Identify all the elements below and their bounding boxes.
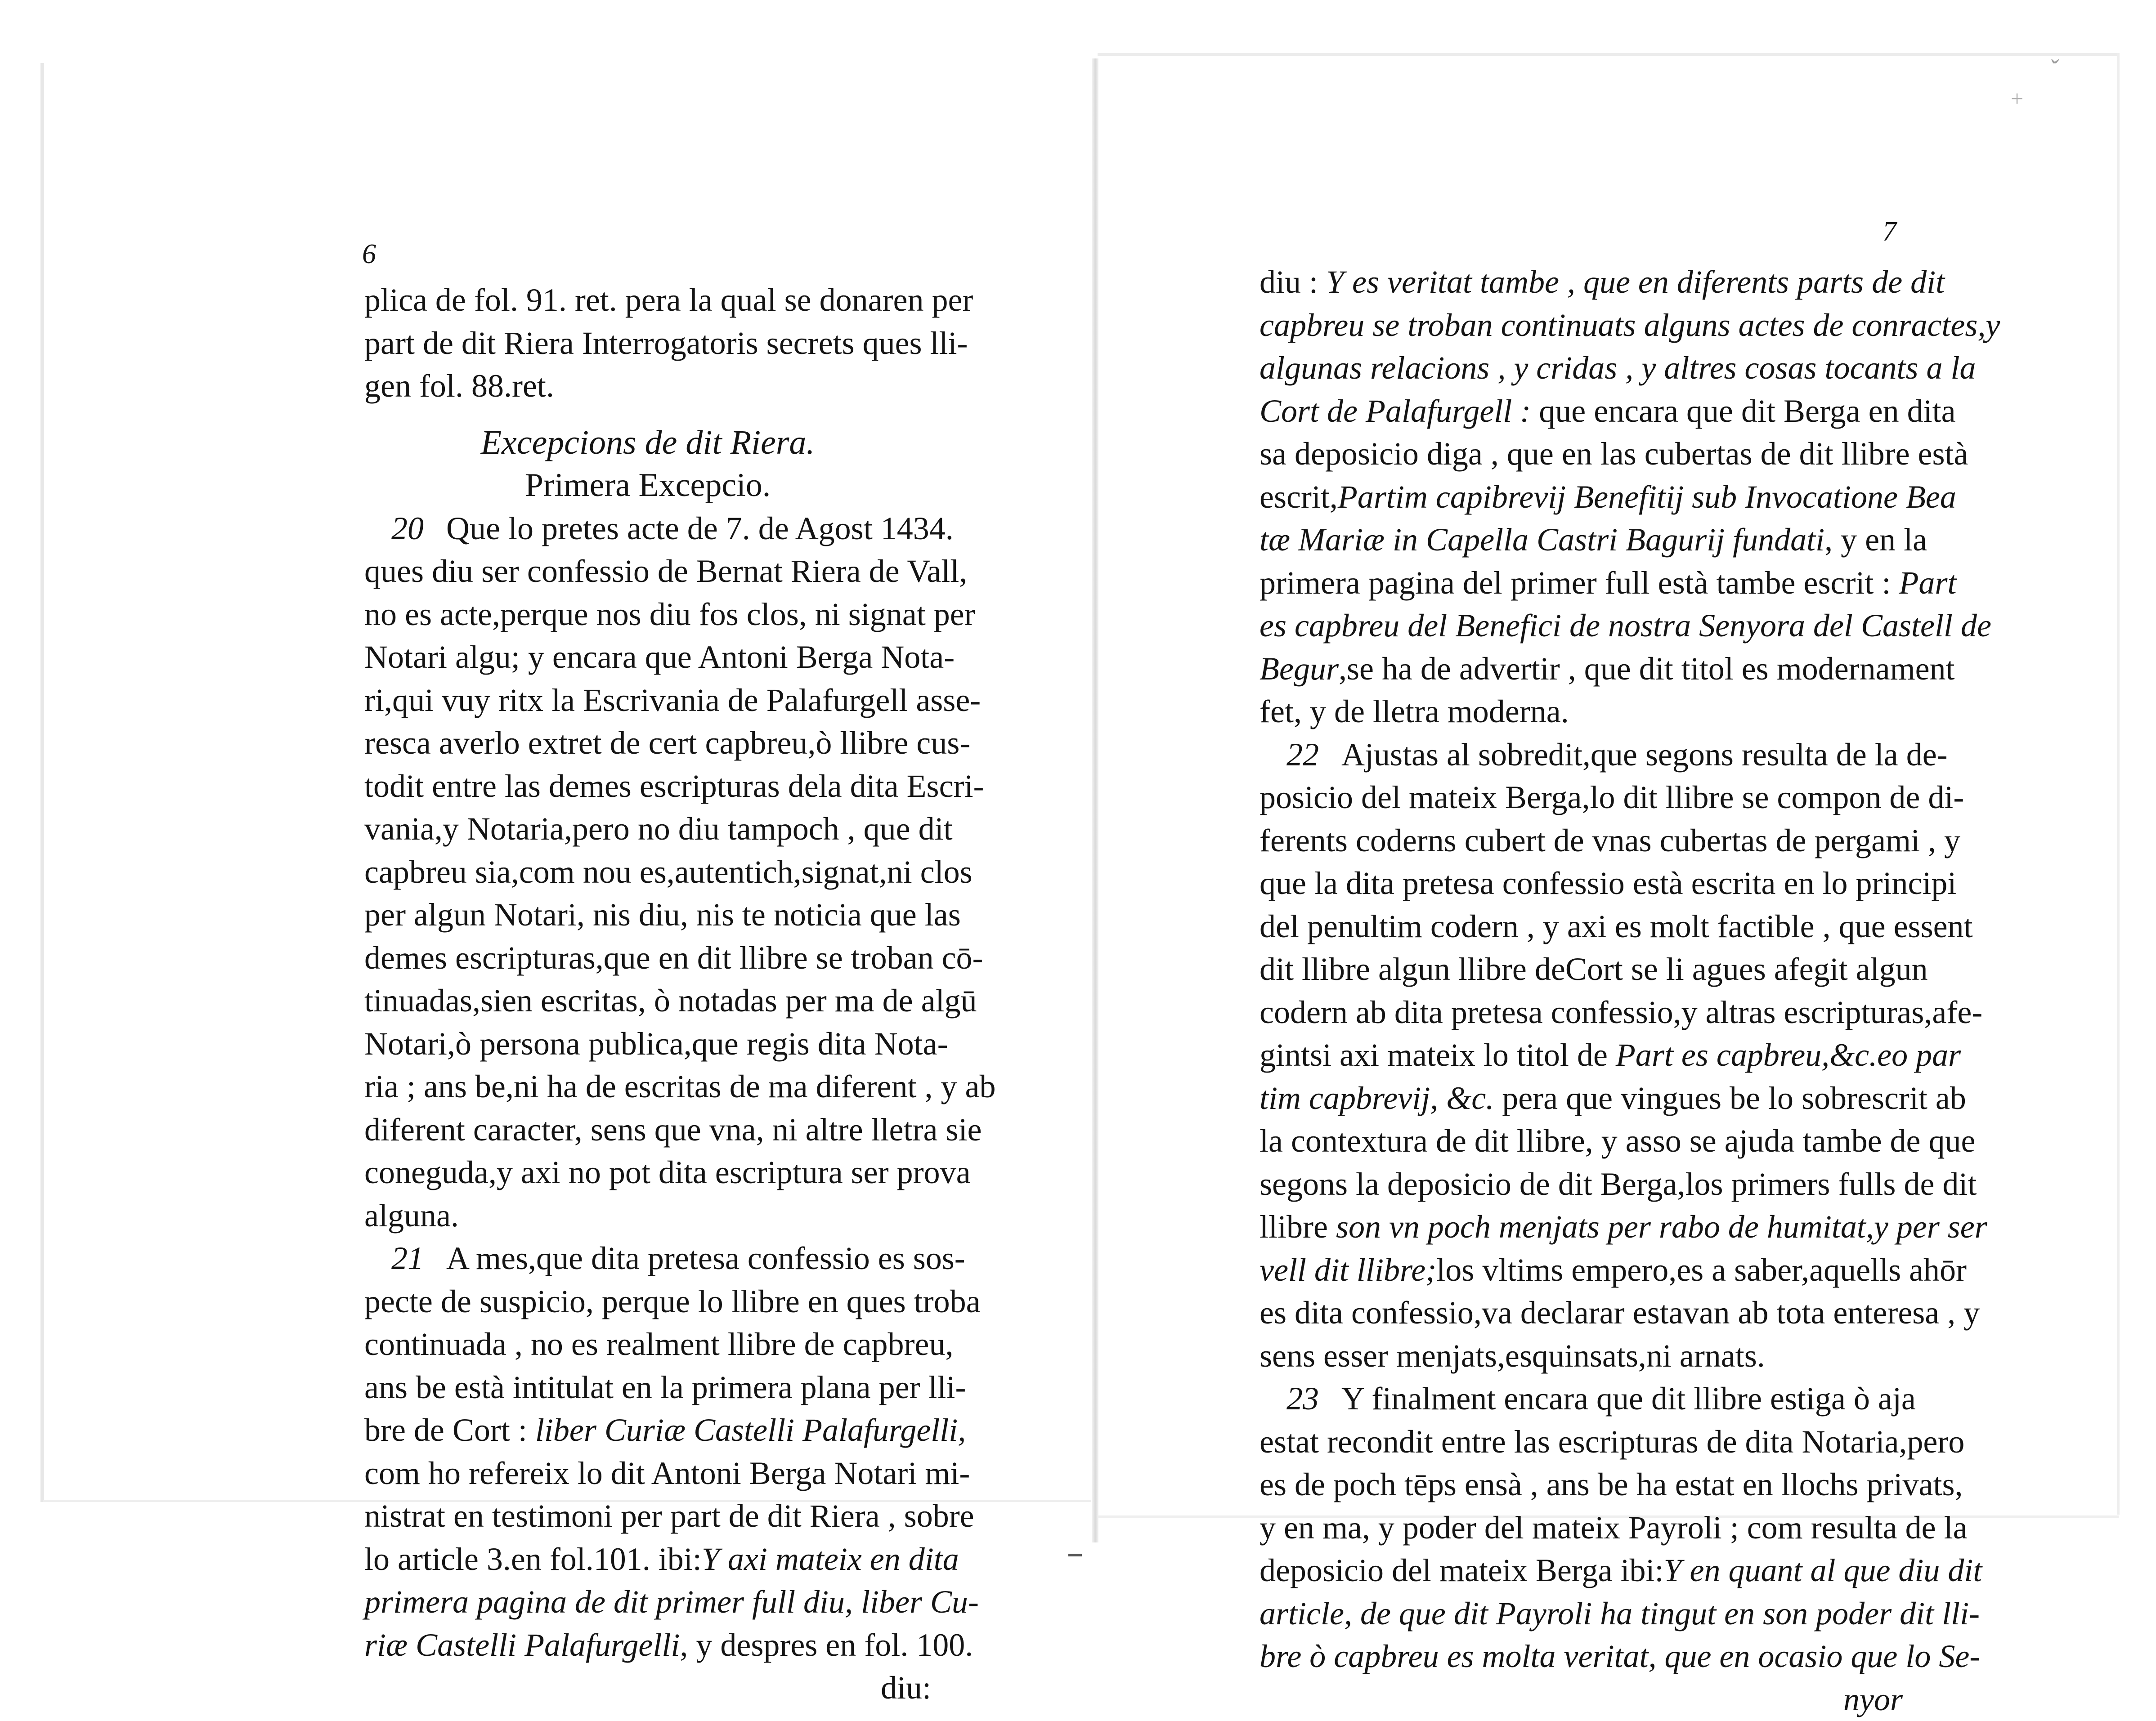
quote-segment: Part (1899, 565, 1956, 601)
text-line (364, 1538, 931, 1581)
text-line (1260, 519, 1903, 562)
quote-segment: tim capbrevij, &c. (1260, 1080, 1494, 1116)
text-line: article, de que dit Payroli ha tingut en son poder dit lli- (1260, 1592, 1903, 1636)
quote-segment: Y es veritat tambe , que en diferents parts de dit (1326, 264, 1945, 300)
right-page-text (1260, 261, 1903, 1721)
text-line (1260, 1206, 1903, 1249)
latin-quote: tæ Mariæ in Capella Castri Bagurij fundati (1260, 522, 1824, 558)
text-line: codern ab dita pretesa confessio,y altras escripturas,afe- (1260, 991, 1903, 1034)
text-line: pecte de suspicio, perque lo llibre en ques troba (364, 1280, 931, 1323)
text-line: posicio del mateix Berga,lo dit llibre se compon de di- (1260, 776, 1903, 819)
article-number: 22 (1286, 737, 1319, 773)
section-heading: Excepcions de dit Riera. (364, 421, 931, 465)
text-segment: bre de Cort : (364, 1412, 527, 1448)
text-segment: Ajustas al sobredit,que segons resulta de la de- (1341, 737, 1948, 773)
pencil-mark-2: + (2011, 85, 2023, 112)
text-line: demes escripturas,que en dit llibre se troban cō- (364, 937, 931, 980)
section-subheading: Primera Excepcio. (364, 464, 931, 507)
text-line: ria ; ans be,ni ha de escritas de ma diferent , y ab (364, 1065, 931, 1109)
text-line: del penultim codern , y axi es molt factible , que essent (1260, 905, 1903, 948)
text-line: ferents coderns cubert de vnas cubertas de pergami , y (1260, 819, 1903, 863)
book-gutter (1092, 58, 1098, 1542)
text-line: es capbreu del Benefici de nostra Senyora del Castell de (1260, 604, 1903, 648)
text-line: ri,qui vuy ritx la Escrivania de Palafurgell asse- (364, 679, 931, 722)
quote-segment: Begur (1260, 651, 1339, 687)
text-line (1260, 648, 1903, 691)
text-line (1260, 261, 1903, 304)
left-page-text (364, 279, 931, 1710)
text-line: continuada , no es realment llibre de capbreu, (364, 1323, 931, 1366)
text-line: todit entre las demes escripturas dela dita Escri- (364, 765, 931, 808)
quote-segment: Y en quant al que diu dit (1663, 1552, 1982, 1588)
catchword: nyor (1260, 1678, 1903, 1721)
text-segment: gintsi axi mateix lo titol de (1260, 1037, 1608, 1073)
text-segment: diu : (1260, 264, 1318, 300)
text-line: segons la deposicio de dit Berga,los primers fulls de dit (1260, 1163, 1903, 1206)
text-segment: , y despres en fol. 100. (680, 1627, 973, 1663)
text-segment: escrit, (1260, 479, 1338, 515)
text-line: es dita confessio,va declarar estavan ab tota enteresa , y (1260, 1292, 1903, 1335)
quote-segment: son vn poch menjats per rabo de humitat,y per ser (1336, 1209, 1987, 1245)
text-line (1260, 390, 1903, 433)
text-line: ques diu ser confessio de Bernat Riera de Vall, (364, 550, 931, 593)
text-line: estat recondit entre las escripturas de dita Notaria,pero (1260, 1421, 1903, 1464)
text-line: gen fol. 88.ret. (364, 365, 931, 408)
text-line (1260, 476, 1903, 519)
text-line (1260, 1549, 1903, 1592)
quote-segment: Part es capbreu,&c.eo par (1616, 1037, 1961, 1073)
text-segment: llibre (1260, 1209, 1328, 1245)
text-line: sa deposicio diga , que en las cubertas de dit llibre està (1260, 433, 1903, 476)
text-segment: los vltims empero,es a saber,aquells ahōr (1436, 1252, 1967, 1288)
text-segment: Que lo pretes acte de 7. de Agost 1434. (446, 510, 954, 546)
text-segment: que encara que dit Berga en dita (1539, 393, 1955, 429)
latin-quote: Partim capibrevij Benefitij sub Invocatione Bea (1338, 479, 1956, 515)
text-line (1260, 1249, 1903, 1292)
text-line: algunas relacions , y cridas , y altres cosas tocants a la (1260, 347, 1903, 390)
text-line (364, 1624, 931, 1667)
text-line: Notari algu; y encara que Antoni Berga Nota- (364, 636, 931, 679)
text-line: alguna. (364, 1194, 931, 1238)
text-line: diferent caracter, sens que vna, ni altre lletra sie (364, 1109, 931, 1152)
text-line: resca averlo extret de cert capbreu,ò llibre cus- (364, 722, 931, 765)
text-line (1260, 733, 1903, 777)
text-line (1260, 1077, 1903, 1120)
quote-segment: Y axi mateix en dita (702, 1541, 959, 1577)
text-line: tinuadas,sien escritas, ò notadas per ma de algū (364, 979, 931, 1023)
text-line: dit llibre algun llibre deCort se li agues afegit algun (1260, 948, 1903, 991)
text-line: part de dit Riera Interrogatoris secrets ques lli- (364, 322, 931, 365)
page-edge-left (40, 63, 44, 1502)
right-edge (2117, 53, 2120, 1515)
article-number: 23 (1286, 1381, 1319, 1417)
gutter-tick (1068, 1554, 1082, 1556)
article-number: 21 (391, 1240, 424, 1276)
text-line (364, 1237, 931, 1280)
quote-segment: vell dit llibre; (1260, 1252, 1436, 1288)
text-line: y en ma, y poder del mateix Payroli ; com resulta de la (1260, 1506, 1903, 1550)
right-page-number: 7 (1883, 216, 1896, 248)
text-line: plica de fol. 91. ret. pera la qual se donaren per (364, 279, 931, 322)
text-line: Notari,ò persona publica,que regis dita Nota- (364, 1023, 931, 1066)
article-number: 20 (391, 510, 424, 546)
text-line: per algun Notari, nis diu, nis te noticia que las (364, 894, 931, 937)
text-line: bre ò capbreu es molta veritat, que en ocasio que lo Se- (1260, 1635, 1903, 1678)
text-line: la contextura de dit llibre, y asso se ajuda tambe de que (1260, 1120, 1903, 1163)
text-line: primera pagina de dit primer full diu, liber Cu- (364, 1581, 931, 1624)
pencil-mark: ˇ (2049, 54, 2058, 85)
text-segment: , y en la (1824, 522, 1927, 558)
text-line (1260, 562, 1903, 605)
text-segment: Y finalment encara que dit llibre estiga ò aja (1341, 1381, 1916, 1417)
text-segment: primera pagina del primer full està tambe escrit : (1260, 565, 1891, 601)
text-line (364, 507, 931, 550)
quote-segment: Cort de Palafurgell : (1260, 393, 1531, 429)
text-segment: A mes,que dita pretesa confessio es sos- (446, 1240, 965, 1276)
left-page-number: 6 (362, 238, 376, 270)
catchword: diu: (364, 1667, 931, 1710)
text-segment: lo article 3.en fol.101. ibi: (364, 1541, 702, 1577)
text-segment: deposicio del mateix Berga ibi: (1260, 1552, 1663, 1588)
text-line: nistrat en testimoni per part de dit Riera , sobre (364, 1495, 931, 1538)
top-edge-right (1098, 53, 2119, 56)
text-line: coneguda,y axi no pot dita escriptura ser prova (364, 1151, 931, 1194)
text-line (1260, 1034, 1903, 1077)
text-line (364, 1409, 931, 1452)
text-line: es de poch tēps ensà , ans be ha estat en llochs privats, (1260, 1463, 1903, 1506)
latin-quote: liber Curiæ Castelli Palafurgelli, (535, 1412, 966, 1448)
text-line: fet, y de lletra moderna. (1260, 690, 1903, 733)
text-line: ans be està intitulat en la primera plana per lli- (364, 1366, 931, 1409)
quote-segment: riæ Castelli Palafurgelli (364, 1627, 680, 1663)
text-line: que la dita pretesa confessio està escrita en lo principi (1260, 862, 1903, 905)
text-line: capbreu sia,com nou es,autentich,signat,ni clos (364, 851, 931, 894)
text-line: capbreu se troban continuats alguns actes de conractes,y (1260, 304, 1903, 347)
text-segment: pera que vingues be lo sobrescrit ab (1502, 1080, 1966, 1116)
text-segment: ,se ha de advertir , que dit titol es modernament (1339, 651, 1955, 687)
text-line: sens esser menjats,esquinsats,ni arnats. (1260, 1335, 1903, 1378)
text-line: vania,y Notaria,pero no diu tampoch , que dit (364, 808, 931, 851)
text-line (1260, 1377, 1903, 1421)
text-line: com ho refereix lo dit Antoni Berga Notari mi- (364, 1452, 931, 1495)
text-line: no es acte,perque nos diu fos clos, ni signat per (364, 593, 931, 636)
